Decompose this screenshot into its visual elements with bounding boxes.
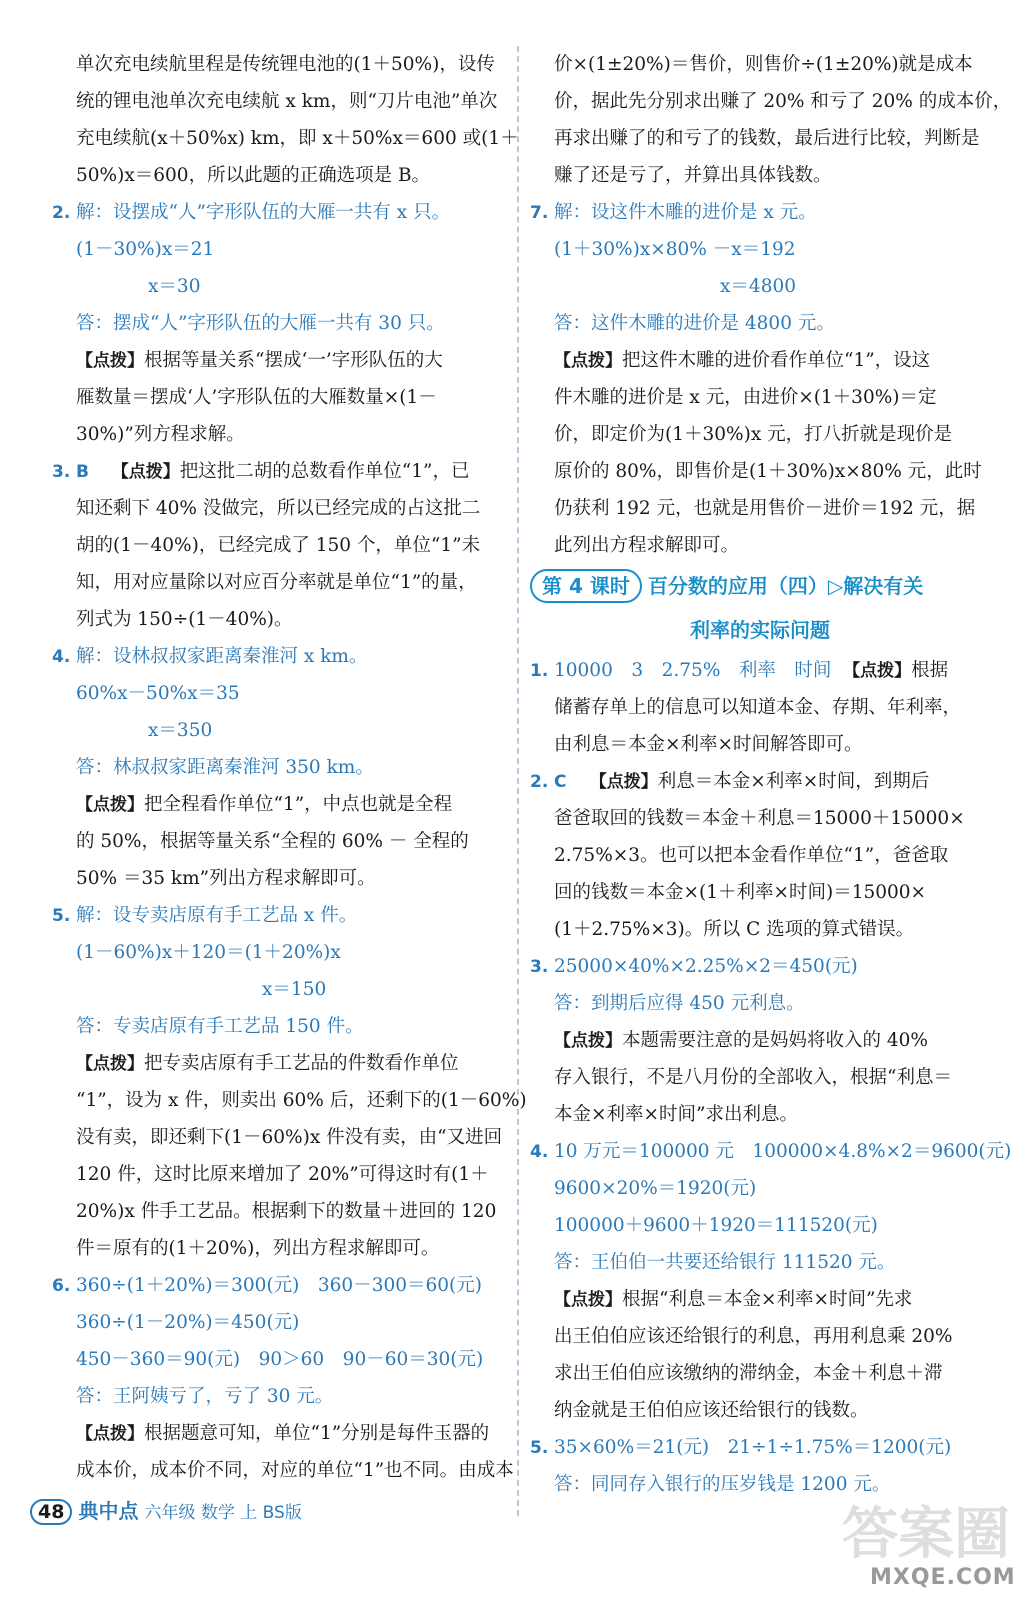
equation-line: x＝4800 xyxy=(720,276,797,297)
equation-line: 360÷(1＋20%)＝300(元) 360－300＝60(元) xyxy=(76,1275,482,1296)
question-number: 2. xyxy=(52,203,71,223)
tip-line: 的 50%，根据等量关系“全程的 60% － 全程的 xyxy=(76,831,469,852)
answer-line: 答：王阿姨亏了，亏了 30 元。 xyxy=(76,1386,334,1407)
tip-tag: 【点拨】 xyxy=(554,1290,622,1310)
page-footer xyxy=(30,1494,302,1528)
solution-line: 解：设专卖店原有手工艺品 x 件。 xyxy=(76,905,358,926)
tip-line: 没有卖，即还剩下(1－60%)x 件没有卖，由“又进回 xyxy=(76,1127,503,1148)
tip-line: 【点拨】本题需要注意的是妈妈将收入的 40% xyxy=(554,1030,929,1051)
choice-answer: B xyxy=(76,462,89,482)
solution-line: 解：设这件木雕的进价是 x 元。 xyxy=(554,202,817,223)
tip-tag: 【点拨】 xyxy=(843,661,912,681)
tip-tag: 【点拨】 xyxy=(76,351,144,371)
question-number: 3. xyxy=(52,462,71,482)
question-number: 7. xyxy=(530,203,549,223)
s-question-3 xyxy=(530,948,990,985)
s-question-1: 1. 10000 3 2.75% 利率 时间 【点拨】根据 xyxy=(530,652,990,689)
question-number: 4. xyxy=(530,1142,549,1162)
book-title: 六年级 数学 上 BS版 xyxy=(144,1503,302,1523)
tip-line: 30%)”列方程求解。 xyxy=(76,424,245,445)
question-number: 1. xyxy=(530,661,549,681)
right-column xyxy=(530,46,1012,1503)
lesson-badge: 第 4 课时 xyxy=(530,569,642,603)
question-3: 3. B 【点拨】把这批二胡的总数看作单位“1”，已 xyxy=(52,453,507,490)
tip-line: 胡的(1－40%)，已经完成了 150 个，单位“1”未 xyxy=(76,535,481,556)
text-line: 50%)x＝600，所以此题的正确选项是 B。 xyxy=(76,165,431,186)
tip-line: 纳金就是王伯伯应该还给银行的钱数。 xyxy=(554,1400,869,1421)
tip-line: 50% ＝35 km”列出方程求解即可。 xyxy=(76,868,376,889)
tip-tag: 【点拨】 xyxy=(76,1054,144,1074)
answer-line: 答：林叔叔家距离秦淮河 350 km。 xyxy=(76,757,374,778)
question-number: 6. xyxy=(52,1276,71,1296)
question-5 xyxy=(52,897,507,934)
equation-line: x＝150 xyxy=(262,979,327,1000)
equation-line: 60%x－50%x＝35 xyxy=(76,683,240,704)
tip-line: 爸爸取回的钱数＝本金＋利息＝15000＋15000× xyxy=(554,808,965,829)
equation-line: 35×60%＝21(元) 21÷1÷1.75%＝1200(元) xyxy=(554,1437,952,1458)
watermark-url: MXQE.COM xyxy=(870,1565,1016,1590)
tip-line: 储蓄存单上的信息可以知道本金、存期、年利率， xyxy=(554,697,962,718)
tip-line: 雁数量＝摆成‘人’字形队伍的大雁数量×(1－ xyxy=(76,387,437,408)
tip-line: 【点拨】把专卖店原有手工艺品的件数看作单位 xyxy=(76,1053,459,1074)
tip-line: 由利息＝本金×利率×时间解答即可。 xyxy=(554,734,863,755)
equation-line: 360÷(1－20%)＝450(元) xyxy=(76,1312,300,1333)
tip-tag: 【点拨】 xyxy=(589,772,658,792)
s-question-4 xyxy=(530,1133,1012,1170)
left-column xyxy=(52,46,527,1489)
tip-line: 此列出方程求解即可。 xyxy=(554,535,740,556)
question-number: 5. xyxy=(530,1438,549,1458)
tip-line: 【点拨】根据等量关系“摆成‘一’字形队伍的大 xyxy=(76,350,443,371)
tip-line: 回的钱数＝本金×(1＋利率×时间)＝15000× xyxy=(554,882,927,903)
tip-line: 【点拨】根据题意可知，单位“1”分别是每件玉器的 xyxy=(76,1423,490,1444)
answer-line: 答：到期后应得 450 元利息。 xyxy=(554,993,805,1014)
tip-tag: 【点拨】 xyxy=(554,1031,622,1051)
equation-line: x＝30 xyxy=(148,276,201,297)
tip-line: 【点拨】把全程看作单位“1”，中点也就是全程 xyxy=(76,794,453,815)
tip-line: 120 件，这时比原来增加了 20%”可得这时有(1＋ xyxy=(76,1164,489,1185)
equation-line: (1－30%)x＝21 xyxy=(76,239,215,260)
tip-line: 件木雕的进价是 x 元，由进价×(1＋30%)＝定 xyxy=(554,387,937,408)
answer-line: 答：专卖店原有手工艺品 150 件。 xyxy=(76,1016,364,1037)
answer-line: 10000 3 2.75% 利率 时间 xyxy=(554,660,832,681)
text-line: 再求出赚了的和亏了的钱数，最后进行比较，判断是 xyxy=(554,128,980,149)
tip-tag: 【点拨】 xyxy=(76,795,144,815)
equation-line: 450－360＝90(元) 90＞60 90－60＝30(元) xyxy=(76,1349,484,1370)
question-number: 4. xyxy=(52,647,71,667)
solution-line: 解：设林叔叔家距离秦淮河 x km。 xyxy=(76,646,368,667)
tip-line: 价，即定价为(1＋30%)x 元，打八折就是现价是 xyxy=(554,424,953,445)
answer-line: 答：同同存入银行的压岁钱是 1200 元。 xyxy=(554,1474,891,1495)
question-2 xyxy=(52,194,507,231)
question-7 xyxy=(530,194,990,231)
watermark-logo: 答案圈 xyxy=(842,1502,1010,1567)
brand-logo: 典中点 xyxy=(78,1499,139,1523)
tip-line: 存入银行，不是八月份的全部收入，根据“利息＝ xyxy=(554,1067,952,1088)
tip-line: 原价的 80%，即售价是(1＋30%)x×80% 元，此时 xyxy=(554,461,982,482)
text-line: 赚了还是亏了，并算出具体钱数。 xyxy=(554,165,832,186)
question-number: 2. xyxy=(530,772,549,792)
tip-line: 本金×利率×时间”求出利息。 xyxy=(554,1104,798,1125)
text-line: 价×(1±20%)＝售价，则售价÷(1±20%)就是成本 xyxy=(554,54,973,75)
equation-line: 10 万元＝100000 元 100000×4.8%×2＝9600(元) xyxy=(554,1141,1012,1162)
tip-line: 【点拨】根据“利息＝本金×利率×时间”先求 xyxy=(554,1289,913,1310)
equation-line: 100000＋9600＋1920＝111520(元) xyxy=(554,1215,878,1236)
text-line: 充电续航(x＋50%x) km，即 x＋50%x＝600 或(1＋ xyxy=(76,128,519,149)
tip-line: 仍获利 192 元，也就是用售价－进价＝192 元，据 xyxy=(554,498,976,519)
tip-line: 件＝原有的(1＋20%)，列出方程求解即可。 xyxy=(76,1238,440,1259)
s-question-2: 2. C 【点拨】利息＝本金×利率×时间，到期后 xyxy=(530,763,990,800)
question-number: 3. xyxy=(530,957,549,977)
tip-line: 2.75%×3。也可以把本金看作单位“1”，爸爸取 xyxy=(554,845,949,866)
tip-line: “1”，设为 x 件，则卖出 60% 后，还剩下的(1－60%) xyxy=(76,1090,527,1111)
tip-tag: 【点拨】 xyxy=(76,1424,144,1444)
solution-line: 解：设摆成“人”字形队伍的大雁一共有 x 只。 xyxy=(76,202,451,223)
tip-line: 列式为 150÷(1－40%)。 xyxy=(76,609,293,630)
equation-line: (1－60%)x＋120＝(1＋20%)x xyxy=(76,942,341,963)
question-number: 5. xyxy=(52,906,71,926)
s-question-5 xyxy=(530,1429,990,1466)
text-line: 统的锂电池单次充电续航 x km，则“刀片电池”单次 xyxy=(76,91,498,112)
tip-line: (1＋2.75%×3)。所以 C 选项的算式错误。 xyxy=(554,919,915,940)
section-subtitle: 利率的实际问题 xyxy=(690,618,830,642)
equation-line: 9600×20%＝1920(元) xyxy=(554,1178,757,1199)
tip-line: 成本价，成本价不同，对应的单位“1”也不同。由成本 xyxy=(76,1460,514,1481)
tip-tag: 【点拨】 xyxy=(554,351,622,371)
text-line: 单次充电续航里程是传统锂电池的(1＋50%)，设传 xyxy=(76,54,495,75)
tip-line: 知还剩下 40% 没做完，所以已经完成的占这批二 xyxy=(76,498,481,519)
answer-line: 答：摆成“人”字形队伍的大雁一共有 30 只。 xyxy=(76,313,445,334)
equation-line: 25000×40%×2.25%×2＝450(元) xyxy=(554,956,858,977)
question-6 xyxy=(52,1267,507,1304)
tip-line: 20%)x 件手工艺品。根据剩下的数量＋进回的 120 xyxy=(76,1201,497,1222)
tip-line: 求出王伯伯应该缴纳的滞纳金，本金＋利息＋滞 xyxy=(554,1363,943,1384)
tip-line: 知，用对应量除以对应百分率就是单位“1”的量， xyxy=(76,572,477,593)
choice-answer: C xyxy=(554,772,567,792)
tip-line: 【点拨】把这件木雕的进价看作单位“1”，设这 xyxy=(554,350,931,371)
column-divider xyxy=(517,46,519,1516)
section-title: 百分数的应用（四）▷解决有关 xyxy=(647,574,924,598)
answer-line: 答：这件木雕的进价是 4800 元。 xyxy=(554,313,835,334)
equation-line: x＝350 xyxy=(148,720,213,741)
tip-line: 出王伯伯应该还给银行的利息，再用利息乘 20% xyxy=(554,1326,953,1347)
text-line: 价，据此先分别求出赚了 20% 和亏了 20% 的成本价， xyxy=(554,91,1012,112)
question-4 xyxy=(52,638,507,675)
equation-line: (1＋30%)x×80% －x＝192 xyxy=(554,239,796,260)
answer-line: 答：王伯伯一共要还给银行 111520 元。 xyxy=(554,1252,896,1273)
section-heading xyxy=(530,564,990,608)
tip-tag: 【点拨】 xyxy=(111,462,180,482)
page-number: 48 xyxy=(30,1499,72,1525)
